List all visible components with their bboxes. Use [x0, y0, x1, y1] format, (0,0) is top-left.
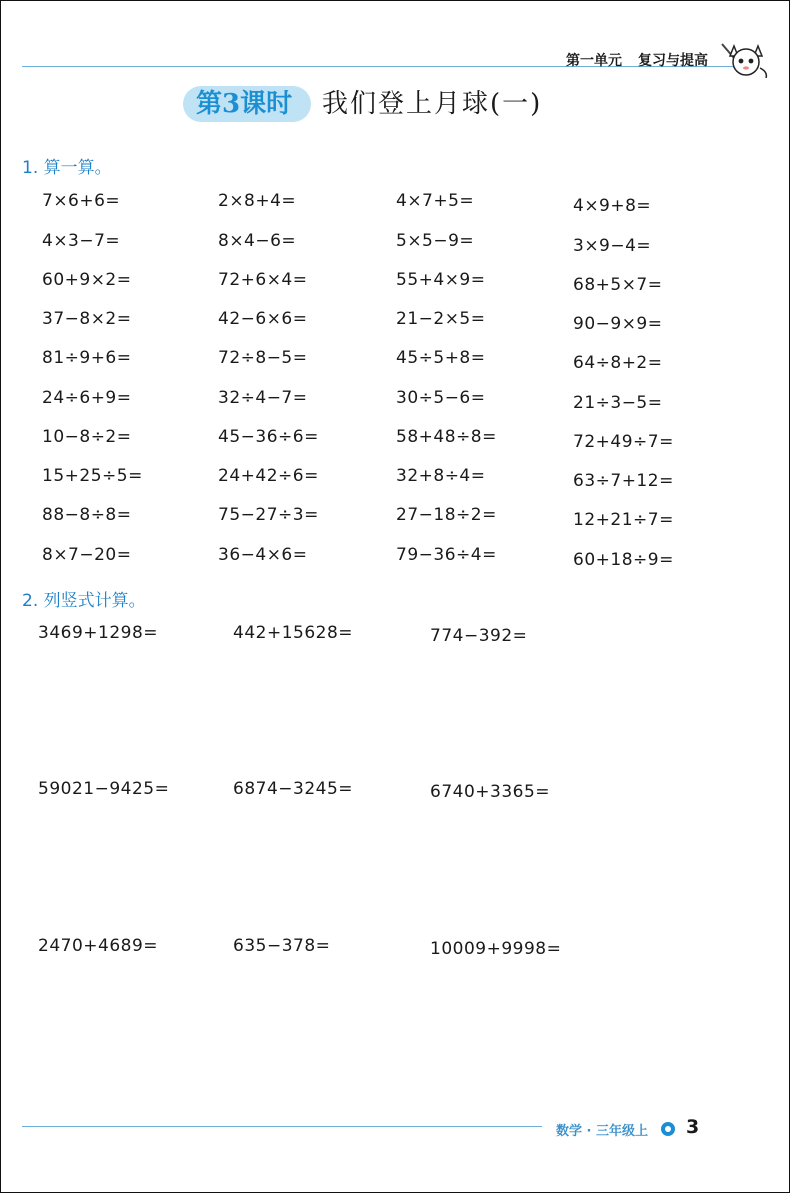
vertical-calculation-problem: 635−378=: [233, 936, 331, 956]
arithmetic-problem: 45÷5+8=: [396, 348, 486, 368]
unit-number: 第一单元: [566, 53, 622, 69]
arithmetic-problem: 3×9−4=: [573, 236, 652, 256]
arithmetic-problem: 2×8+4=: [218, 191, 297, 211]
section-2-title: 2. 列竖式计算。: [22, 591, 146, 611]
lesson-number: 第3课时: [196, 89, 293, 119]
arithmetic-problem: 75−27÷3=: [218, 505, 319, 525]
arithmetic-problem: 79−36÷4=: [396, 545, 497, 565]
arithmetic-problem: 7×6+6=: [42, 191, 121, 211]
arithmetic-problem: 42−6×6=: [218, 309, 308, 329]
vertical-calculation-problem: 3469+1298=: [38, 623, 159, 643]
arithmetic-problem: 55+4×9=: [396, 270, 486, 290]
arithmetic-problem: 36−4×6=: [218, 545, 308, 565]
arithmetic-problem: 81÷9+6=: [42, 348, 132, 368]
arithmetic-problem: 30÷5−6=: [396, 388, 486, 408]
vertical-calculation-problem: 442+15628=: [233, 623, 354, 643]
arithmetic-problem: 60+9×2=: [42, 270, 132, 290]
arithmetic-problem: 37−8×2=: [42, 309, 132, 329]
footer-circle-icon: [661, 1122, 675, 1136]
arithmetic-problem: 63÷7+12=: [573, 471, 674, 491]
arithmetic-problem: 32÷4−7=: [218, 388, 308, 408]
vertical-calculation-problem: 6874−3245=: [233, 779, 354, 799]
arithmetic-problem: 32+8÷4=: [396, 466, 486, 486]
vertical-calculation-problem: 10009+9998=: [430, 939, 562, 959]
unit-label: [566, 50, 708, 70]
vertical-calculation-problem: 59021−9425=: [38, 779, 170, 799]
arithmetic-problem: 15+25÷5=: [42, 466, 143, 486]
lesson-title: 我们登上月球(一): [322, 89, 543, 119]
arithmetic-problem: 58+48÷8=: [396, 427, 497, 447]
arithmetic-problem: 72÷8−5=: [218, 348, 308, 368]
cat-mascot-icon: [720, 38, 772, 78]
arithmetic-problem: 5×5−9=: [396, 231, 475, 251]
footer-rule: [22, 1126, 542, 1127]
arithmetic-problem: 4×3−7=: [42, 231, 121, 251]
arithmetic-problem: 60+18÷9=: [573, 550, 674, 570]
arithmetic-problem: 72+49÷7=: [573, 432, 674, 452]
arithmetic-problem: 8×4−6=: [218, 231, 297, 251]
arithmetic-problem: 4×9+8=: [573, 196, 652, 216]
arithmetic-problem: 21−2×5=: [396, 309, 486, 329]
section-1-title: 1. 算一算。: [22, 158, 112, 178]
arithmetic-problem: 90−9×9=: [573, 314, 663, 334]
page-number: 3: [686, 1116, 700, 1138]
vertical-calculation-problem: 6740+3365=: [430, 782, 551, 802]
arithmetic-problem: 4×7+5=: [396, 191, 475, 211]
arithmetic-problem: 64÷8+2=: [573, 353, 663, 373]
arithmetic-problem: 8×7−20=: [42, 545, 132, 565]
footer-subject: 数学 · 三年级上: [556, 1124, 648, 1139]
arithmetic-problem: 45−36÷6=: [218, 427, 319, 447]
arithmetic-problem: 12+21÷7=: [573, 510, 674, 530]
vertical-calculation-problem: 2470+4689=: [38, 936, 159, 956]
arithmetic-problem: 27−18÷2=: [396, 505, 497, 525]
arithmetic-problem: 10−8÷2=: [42, 427, 132, 447]
arithmetic-problem: 72+6×4=: [218, 270, 308, 290]
arithmetic-problem: 21÷3−5=: [573, 393, 663, 413]
arithmetic-problem: 24+42÷6=: [218, 466, 319, 486]
arithmetic-problem: 68+5×7=: [573, 275, 663, 295]
arithmetic-problem: 24÷6+9=: [42, 388, 132, 408]
unit-title: 复习与提高: [638, 53, 708, 69]
arithmetic-problem: 88−8÷8=: [42, 505, 132, 525]
vertical-calculation-problem: 774−392=: [430, 626, 528, 646]
